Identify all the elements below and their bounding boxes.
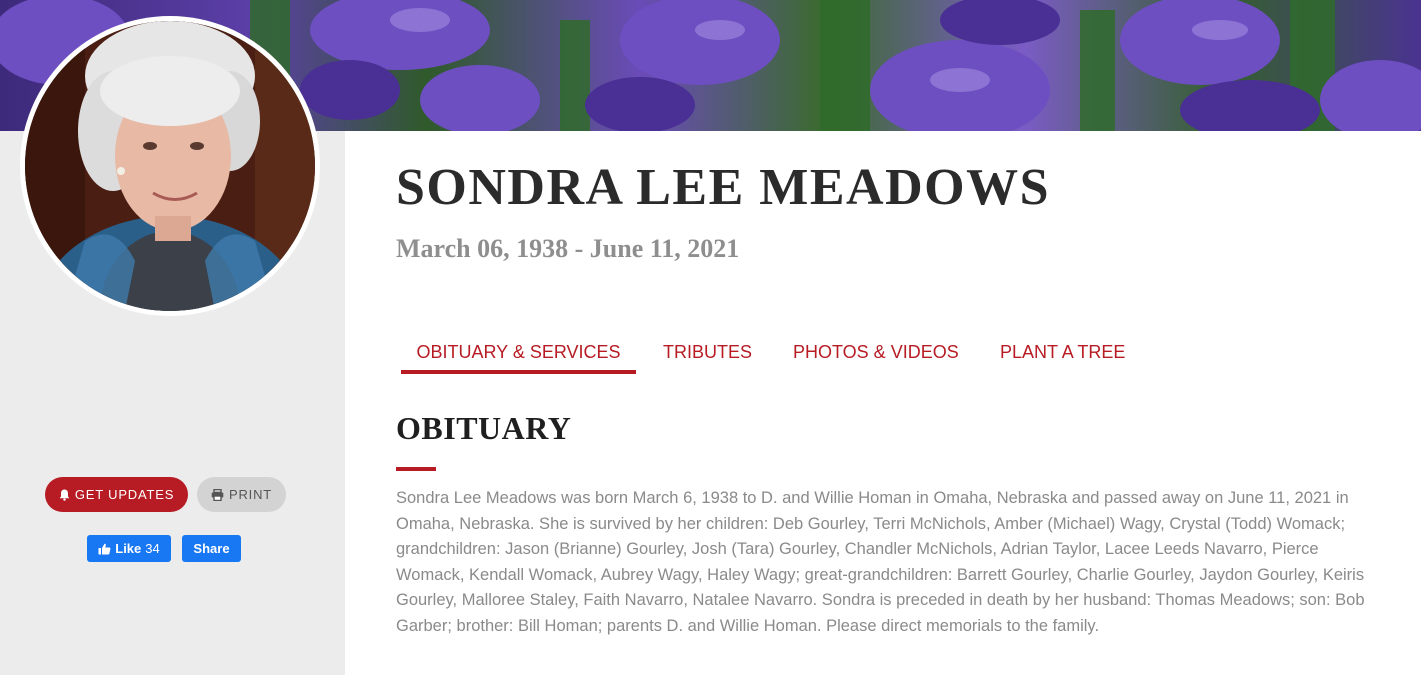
print-button[interactable]	[197, 477, 286, 512]
facebook-like-label: Like	[115, 541, 142, 556]
get-updates-button[interactable]	[45, 477, 188, 512]
get-updates-label: GET UPDATES	[74, 487, 175, 502]
obituary-text: Sondra Lee Meadows was born March 6, 1938 to D. and Willie Homan in Omaha, Nebraska and passed away on June 11, 2021 in Omaha, Nebraska. She is survived by her children: Deb Gourley, Terri McNichols, Amber (Michael) Wagy, Crystal (Todd) Womack; grandchildren: Jason (Brianne) Gourley, Josh (Tara) Gourley, Chandler McNichols, Adrian Taylor, Lacee Leeds Navarro, Pierce Womack, Kendall Womack, Aubrey Wagy, Haley Wagy; great-grandchildren: Barrett Gourley, Charlie Gourley, Jaydon Gourley, Keiris Gourley, Malloree Staley, Faith Navarro, Natalee Navarro. Sondra is preceded in death by her husband: Thomas Meadows; son: Bob Garber; brother: Bill Homan; parents D. and Willie Homan. Please direct memorials to the family.	[396, 489, 1365, 635]
bell-icon	[59, 489, 70, 501]
obituary-heading: OBITUARY	[396, 410, 572, 446]
life-dates: March 06, 1938 - June 11, 2021	[396, 234, 740, 263]
heading-underline	[396, 467, 436, 471]
thumbs-up-icon	[98, 543, 111, 555]
deceased-name: SONDRA LEE MEADOWS	[396, 159, 1050, 216]
tab-obituary-services[interactable]: OBITUARY & SERVICES	[401, 330, 636, 374]
printer-icon	[211, 489, 224, 501]
portrait-photo-frame	[20, 16, 320, 316]
facebook-like-button[interactable]	[87, 535, 171, 562]
print-label: PRINT	[229, 487, 272, 502]
tab-plant-a-tree[interactable]: PLANT A TREE	[1000, 342, 1126, 362]
portrait-photo	[25, 21, 315, 311]
tab-tributes[interactable]: TRIBUTES	[663, 342, 753, 362]
facebook-share-button[interactable]: Share	[182, 535, 241, 562]
facebook-like-count: 34	[145, 541, 160, 556]
tab-photos-videos[interactable]: PHOTOS & VIDEOS	[793, 342, 959, 362]
